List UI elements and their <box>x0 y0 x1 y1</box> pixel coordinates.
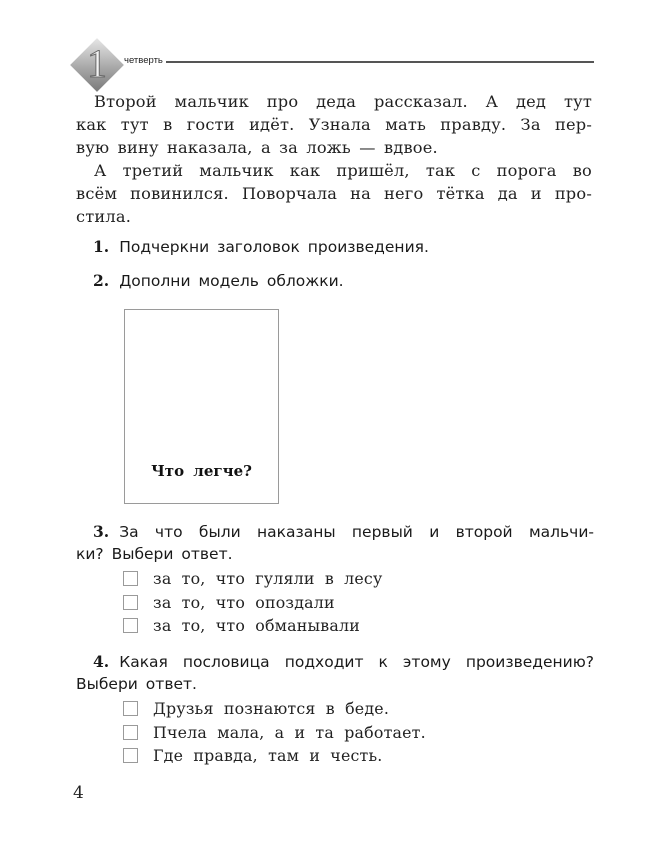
header-rule <box>166 61 594 63</box>
quarter-label: четверть <box>124 55 163 66</box>
answer-option[interactable] <box>123 614 382 638</box>
task-line: ки? Выбери ответ. <box>76 545 233 563</box>
task-text: Подчеркни заголовок произведения. <box>119 238 429 256</box>
checkbox[interactable] <box>123 748 138 763</box>
page-header <box>70 38 595 94</box>
answer-option[interactable] <box>123 744 426 768</box>
checkbox[interactable] <box>123 571 138 586</box>
book-cover-model[interactable] <box>124 309 279 504</box>
task-number: 2. <box>93 271 110 290</box>
story-line: стила. <box>76 207 132 226</box>
checkbox[interactable] <box>123 595 138 610</box>
answer-option[interactable] <box>123 567 382 591</box>
page-number: 4 <box>73 783 84 803</box>
cover-title: Что легче? <box>151 462 252 480</box>
task-line <box>76 651 594 673</box>
task-text: За что были наказаны первый и второй мальчи- <box>119 523 594 541</box>
story-line: как тут в гости идёт. Узнала мать правду. За пер- <box>76 115 592 134</box>
task-text: Дополни модель обложки. <box>119 272 344 290</box>
option-text: Друзья познаются в беде. <box>153 699 390 719</box>
option-text: Пчела мала, а и та работает. <box>153 722 426 742</box>
option-text: за то, что гуляли в лесу <box>153 569 383 589</box>
task-4-options <box>123 697 426 768</box>
task-number: 4. <box>93 652 110 671</box>
checkbox[interactable] <box>123 701 138 716</box>
task-text: Какая пословица подходит к этому произведению? <box>119 653 594 671</box>
option-text: за то, что обманывали <box>153 616 360 636</box>
task-2 <box>93 270 344 292</box>
task-3-options <box>123 567 382 638</box>
option-text: за то, что опоздали <box>153 592 335 612</box>
story-line: А третий мальчик как пришёл, так с порога во <box>94 161 592 180</box>
story-line: всём повинился. Поворчала на него тётка да и про- <box>76 184 592 203</box>
task-3 <box>76 521 594 565</box>
answer-option[interactable] <box>123 697 426 721</box>
story-paragraph <box>76 159 592 228</box>
task-line: Выбери ответ. <box>76 675 197 693</box>
task-number: 1. <box>93 237 110 256</box>
story-line: вую вину наказала, а за ложь — вдвое. <box>76 138 438 157</box>
quarter-badge <box>70 38 124 92</box>
story-line: Второй мальчик про деда рассказал. А дед тут <box>94 92 592 111</box>
story-paragraph <box>76 90 592 159</box>
answer-option[interactable] <box>123 721 426 745</box>
task-1 <box>93 236 429 258</box>
task-number: 3. <box>93 522 110 541</box>
checkbox[interactable] <box>123 618 138 633</box>
story-text <box>76 90 592 228</box>
option-text: Где правда, там и честь. <box>153 746 383 766</box>
answer-option[interactable] <box>123 591 382 615</box>
task-4 <box>76 651 594 695</box>
quarter-number: 1 <box>87 41 107 86</box>
task-line <box>76 521 594 543</box>
checkbox[interactable] <box>123 725 138 740</box>
